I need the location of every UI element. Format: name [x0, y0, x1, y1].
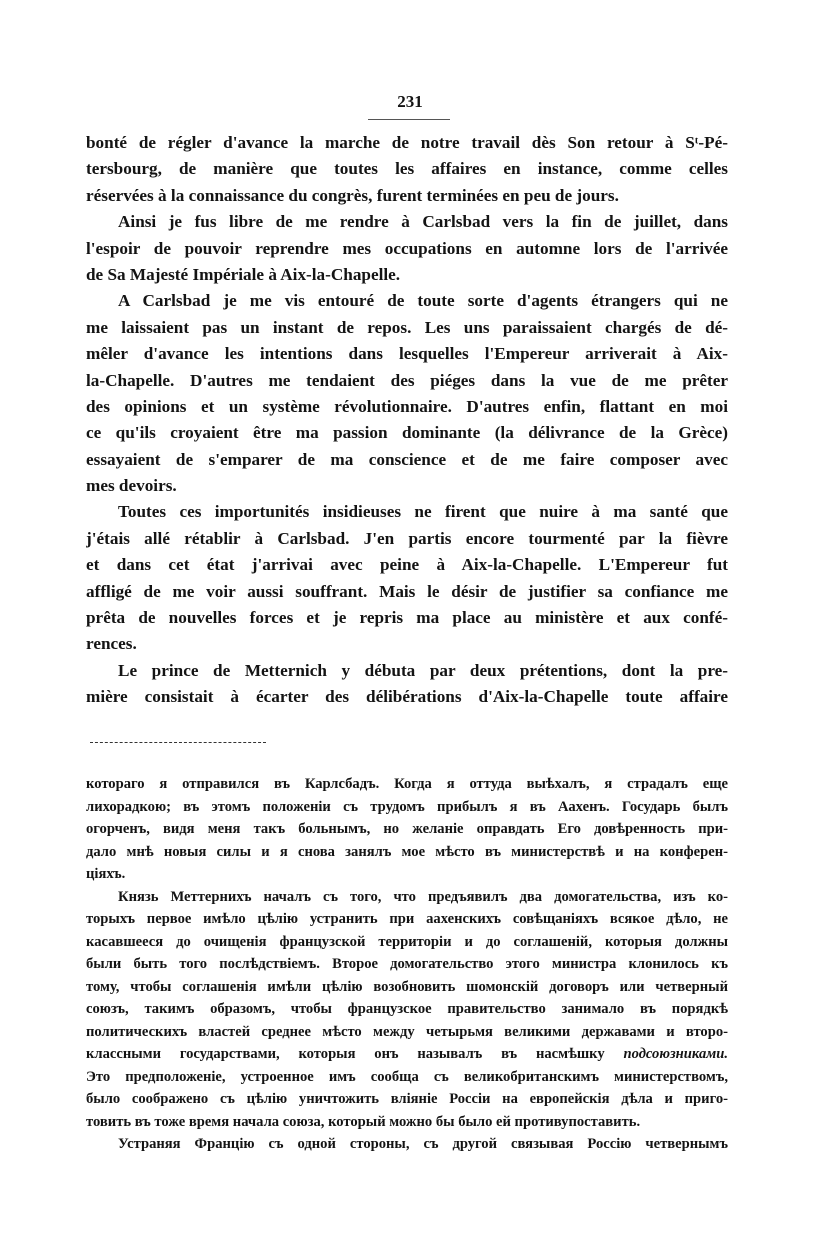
- text-line: Le prince de Metternich y débuta par deux prétentions, dont la pre-: [118, 660, 728, 680]
- text-line: l'espoir de pouvoir reprendre mes occupations en automne lors de l'arrivée: [86, 238, 728, 258]
- text-line: la-Chapelle. D'autres me tendaient des piéges dans la vue de me prêter: [86, 370, 728, 390]
- text-line: de Sa Majesté Impériale à Aix-la-Chapelle.: [86, 264, 401, 284]
- text-line: лихорадкою; въ этомъ положеніи съ трудомъ прибылъ я въ Аахенъ. Государь былъ: [86, 798, 728, 815]
- main-text: [86, 130, 728, 711]
- text-line: rences.: [86, 634, 137, 654]
- text-segment: классными государствами, которыя онъ называлъ въ насмѣшку: [86, 1046, 624, 1062]
- footnote-paragraph: [86, 1133, 728, 1156]
- text-line: prêta de nouvelles forces et je repris ma place au ministère et aux confé-: [86, 608, 728, 628]
- text-line: дало мнѣ новыя силы и я снова занялъ мое мѣсто въ министерствѣ и на конферен-: [86, 843, 728, 860]
- text-line: bonté de régler d'avance la marche de notre travail dès Son retour à Sᵗ-Pé-: [86, 133, 728, 152]
- paragraph: [86, 499, 728, 657]
- footnote-paragraph: [86, 886, 728, 1134]
- paragraph: [86, 658, 728, 711]
- text-line: Это предположеніе, устроенное имъ сообща съ великобританскимъ министерствомъ,: [86, 1068, 728, 1085]
- text-line: Князь Меттернихъ началъ съ того, что предъявилъ два домогательства, изъ ко-: [118, 888, 728, 905]
- footnote-text: [86, 773, 728, 1156]
- text-line: политическихъ властей среднее мѣсто между четырьмя великими державами и второ-: [86, 1023, 728, 1040]
- text-line: tersbourg, de manière que toutes les affaires en instance, comme celles: [86, 159, 728, 179]
- text-line: réservées à la connaissance du congrès, furent terminées en peu de jours.: [86, 185, 619, 205]
- text-line: des opinions et un système révolutionnaire. D'autres enfin, flattant en moi: [86, 396, 728, 416]
- text-line: mes devoirs.: [86, 476, 177, 496]
- text-line: Устраняя Францію съ одной стороны, съ другой связывая Россію четвернымъ: [118, 1136, 728, 1152]
- paragraph: [86, 130, 728, 209]
- text-line: было соображено съ цѣлію уничтожить вліяніе Россіи на европейскія дѣла и приго-: [86, 1091, 728, 1107]
- text-line: essayaient de s'emparer de ma conscience et de me faire composer avec: [86, 449, 728, 469]
- footnote-separator: [90, 742, 266, 743]
- text-line: Toutes ces importunités insidieuses ne firent que nuire à ma santé que: [118, 502, 728, 522]
- page-number-rule: [368, 119, 450, 120]
- text-line: тому, чтобы соглашенія имѣли цѣлію возобновить шомонскій договоръ или четверный: [86, 978, 728, 995]
- paragraph: [86, 288, 728, 499]
- text-line: огорченъ, видя меня такъ больнымъ, но желаніе оправдать Его довѣренность при-: [86, 821, 728, 837]
- text-line: были быть того послѣдствіемъ. Второе домогательство этого министра клонилось къ: [86, 956, 728, 972]
- text-line: A Carlsbad je me vis entouré de toute sorte d'agents étrangers qui ne: [118, 291, 728, 311]
- paragraph: [86, 209, 728, 288]
- text-line: Ainsi je fus libre de me rendre à Carlsbad vers la fin de juillet, dans: [118, 212, 728, 232]
- text-line: союзъ, такимъ образомъ, чтобы французское правительство занимало въ порядкѣ: [86, 1001, 728, 1017]
- footnote-paragraph: [86, 773, 728, 886]
- page-number: 231: [397, 92, 423, 111]
- text-line: торыхъ первое имѣло цѣлію устранить при аахенскихъ совѣщаніяхъ всякое дѣло, не: [86, 911, 728, 927]
- text-line: mêler d'avance les intentions dans lesquelles l'Empereur arriverait à Aix-: [86, 344, 728, 364]
- text-line: ціяхъ.: [86, 866, 126, 882]
- text-line: [86, 1043, 728, 1066]
- text-line: котораго я отправился въ Карлсбадъ. Когда я оттуда выѣхалъ, я страдалъ еще: [86, 776, 728, 792]
- italic-term: подсоюзниками.: [623, 1046, 728, 1062]
- text-line: касавшееся до очищенія французской территоріи и до соглашеній, которыя должны: [86, 933, 728, 950]
- text-line: affligé de me voir aussi souffrant. Mais le désir de justifier sa confiance me: [86, 581, 728, 601]
- text-line: me laissaient pas un instant de repos. Les uns paraissaient chargés de dé-: [86, 317, 728, 337]
- text-line: товить въ тоже время начала союза, который можно бы было ей противупоставить.: [86, 1113, 641, 1130]
- text-line: ce qu'ils croyaient être ma passion dominante (la délivrance de la Grèce): [86, 423, 728, 443]
- text-line: et dans cet état j'arrivai avec peine à Aix-la-Chapelle. L'Empereur fut: [86, 555, 728, 575]
- text-line: j'étais allé rétablir à Carlsbad. J'en partis encore tourmenté par la fièvre: [86, 528, 728, 548]
- text-line: mière consistait à écarter des délibérations d'Aix-la-Chapelle toute affaire: [86, 687, 728, 707]
